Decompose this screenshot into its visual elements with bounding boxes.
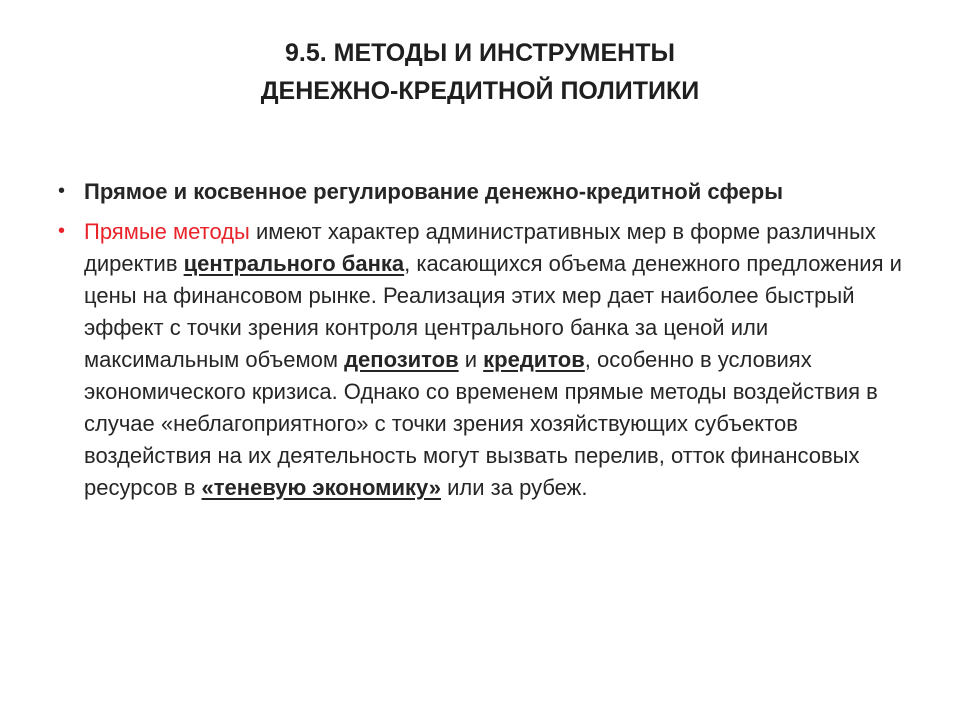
bullet-text-part: или за рубеж. <box>441 475 588 500</box>
title-line-1: 9.5. МЕТОДЫ И ИНСТРУМЕНТЫ <box>285 39 675 67</box>
bullet-dot-icon: • <box>58 180 66 202</box>
bullet-list <box>58 176 908 504</box>
link-central-bank[interactable]: центрального банка <box>183 251 405 276</box>
bullet-text-part: и <box>458 347 484 372</box>
bullet-text-part: имеют характер административных мер в форме различных директив <box>84 219 876 276</box>
bullet-item-direct-methods <box>58 216 908 504</box>
bullet-text: Прямое и косвенное регулирование денежно-кредитной сферы <box>84 179 783 204</box>
link-deposits[interactable]: депозитов <box>344 347 459 372</box>
bullet-dot-icon: • <box>58 220 66 242</box>
highlight-direct-methods: Прямые методы <box>84 219 250 244</box>
bullet-text-part: , особенно в условиях экономического кризиса. Однако со временем прямые методы воздействия в случае «неблагоприятного» с точки зрения хозяйствующих субъектов воздействия на их деятельность могут вызвать перелив, отток финансовых ресурсов в <box>84 347 878 500</box>
title-line-2: ДЕНЕЖНО-КРЕДИТНОЙ ПОЛИТИКИ <box>260 77 700 105</box>
link-credits[interactable]: кредитов <box>483 347 585 372</box>
bullet-text-part: , касающихся объема денежного предложения и цены на финансовом рынке. Реализация этих мер дает наиболее быстрый эффект с точки зрения контроля центрального банка за ценой или максимальным объемом <box>84 251 902 372</box>
slide-title <box>100 34 860 110</box>
bullet-item-direct-indirect <box>58 176 908 208</box>
link-shadow-economy[interactable]: «теневую экономику» <box>201 475 442 500</box>
